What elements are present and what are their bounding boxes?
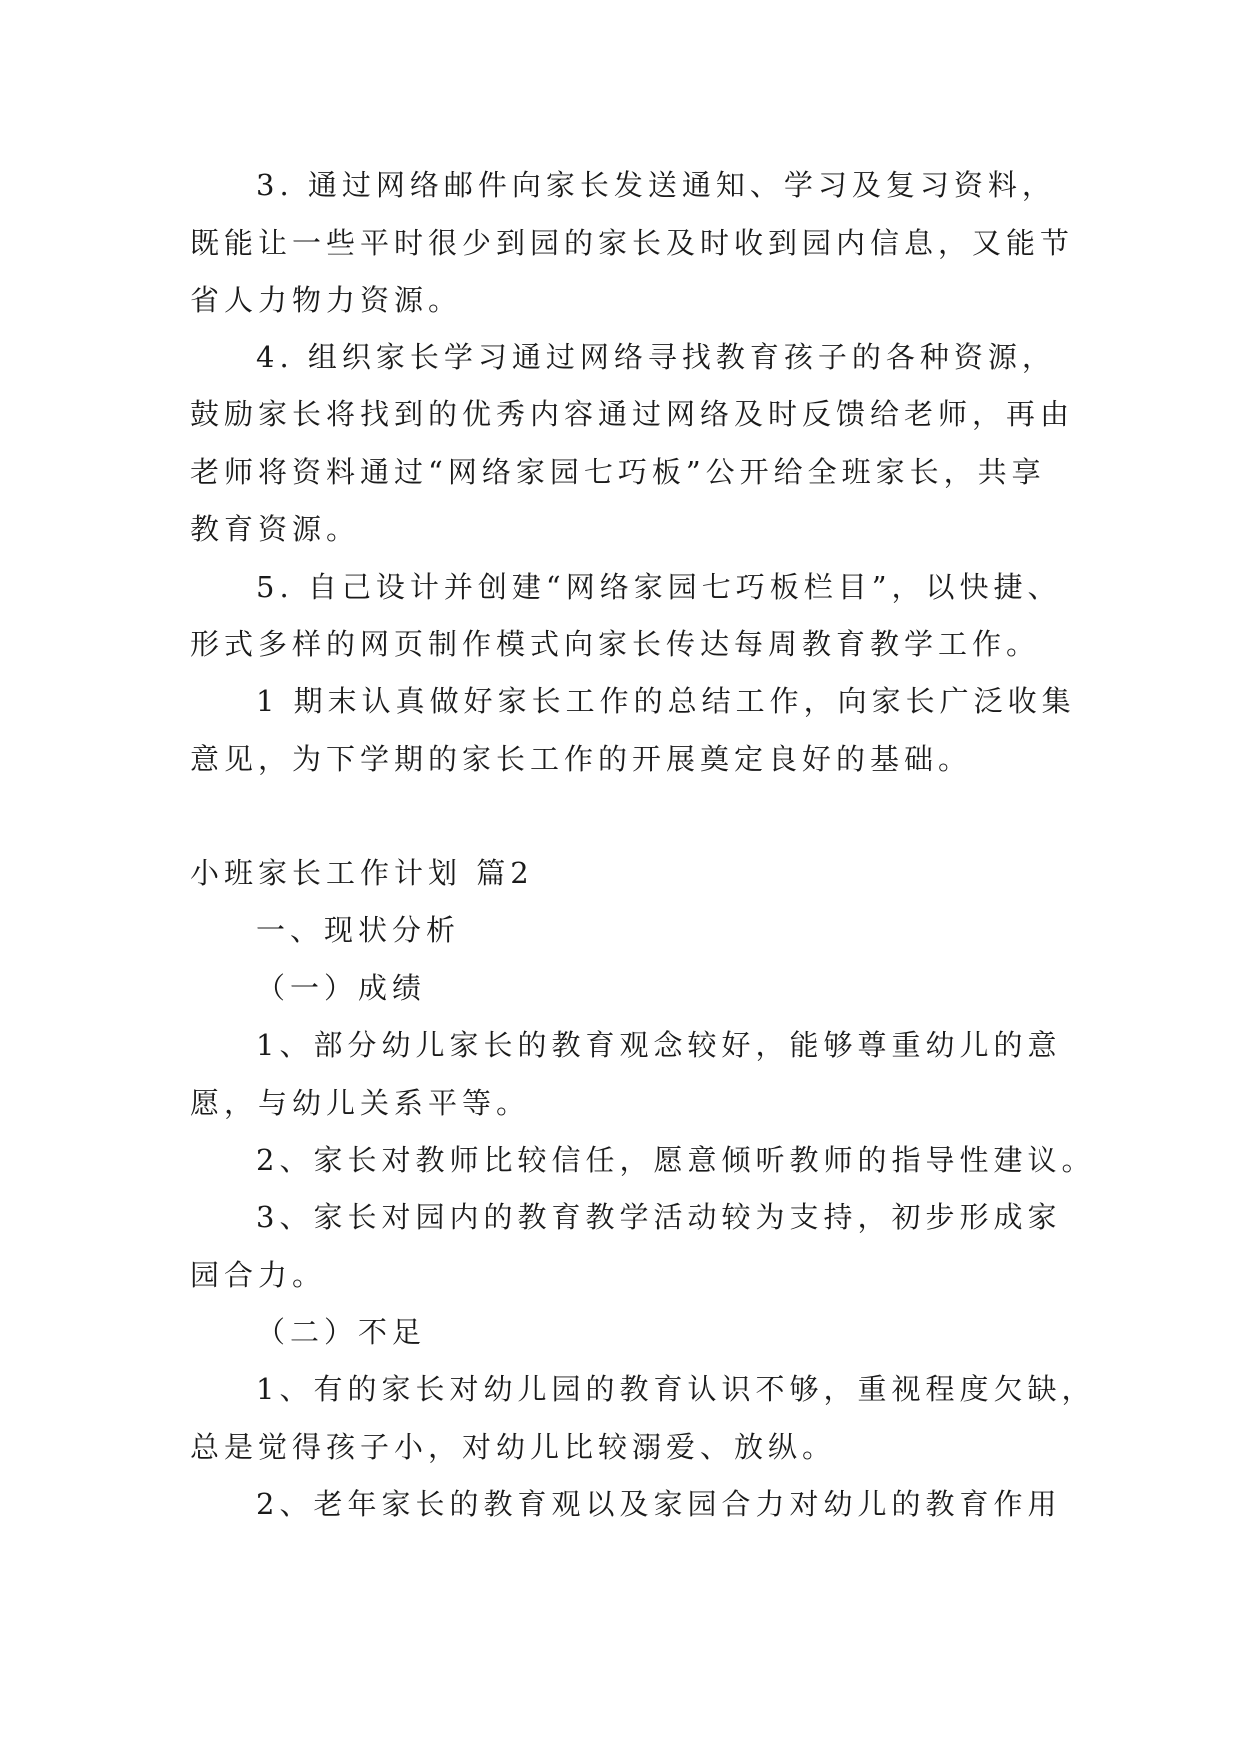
paragraph-line: 3. 通过网络邮件向家长发送通知、学习及复习资料，: [256, 168, 1056, 202]
paragraph-line: 2、老年家长的教育观以及家园合力对幼儿的教育作用: [256, 1487, 1062, 1521]
paragraph-line: 既能让一些平时很少到园的家长及时收到园内信息，又能节: [190, 226, 1075, 260]
paragraph-line: 3、家长对园内的教育教学活动较为支持，初步形成家: [256, 1200, 1062, 1234]
paragraph-line: 园合力。: [190, 1258, 327, 1292]
paragraph-line: 1 期末认真做好家长工作的总结工作，向家长广泛收集: [256, 684, 1076, 718]
section-heading: 一、现状分析: [256, 913, 461, 947]
paragraph-line: 1、部分幼儿家长的教育观念较好，能够尊重幼儿的意: [256, 1028, 1062, 1062]
paragraph-line: 总是觉得孩子小，对幼儿比较溺爱、放纵。: [190, 1430, 837, 1464]
paragraph-line: 省人力物力资源。: [190, 283, 463, 317]
paragraph-line: 5. 自己设计并创建“网络家园七巧板栏目”，以快捷、: [256, 570, 1062, 604]
paragraph-line: 老师将资料通过“网络家园七巧板”公开给全班家长，共享: [190, 455, 1046, 489]
subsection-heading: （一）成绩: [256, 971, 427, 1005]
paragraph-line: 教育资源。: [190, 512, 361, 546]
paragraph-line: 4. 组织家长学习通过网络寻找教育孩子的各种资源，: [256, 340, 1056, 374]
paragraph-line: 形式多样的网页制作模式向家长传达每周教育教学工作。: [190, 627, 1041, 661]
section-title: 小班家长工作计划 篇2: [190, 856, 534, 890]
paragraph-line: 愿，与幼儿关系平等。: [190, 1086, 531, 1120]
paragraph-line: 2、家长对教师比较信任，愿意倾听教师的指导性建议。: [256, 1143, 1096, 1177]
paragraph-line: 鼓励家长将找到的优秀内容通过网络及时反馈给老师，再由: [190, 397, 1075, 431]
paragraph-line: 意见，为下学期的家长工作的开展奠定良好的基础。: [190, 742, 973, 776]
paragraph-line: 1、有的家长对幼儿园的教育认识不够，重视程度欠缺，: [256, 1372, 1096, 1406]
subsection-heading: （二）不足: [256, 1315, 427, 1349]
